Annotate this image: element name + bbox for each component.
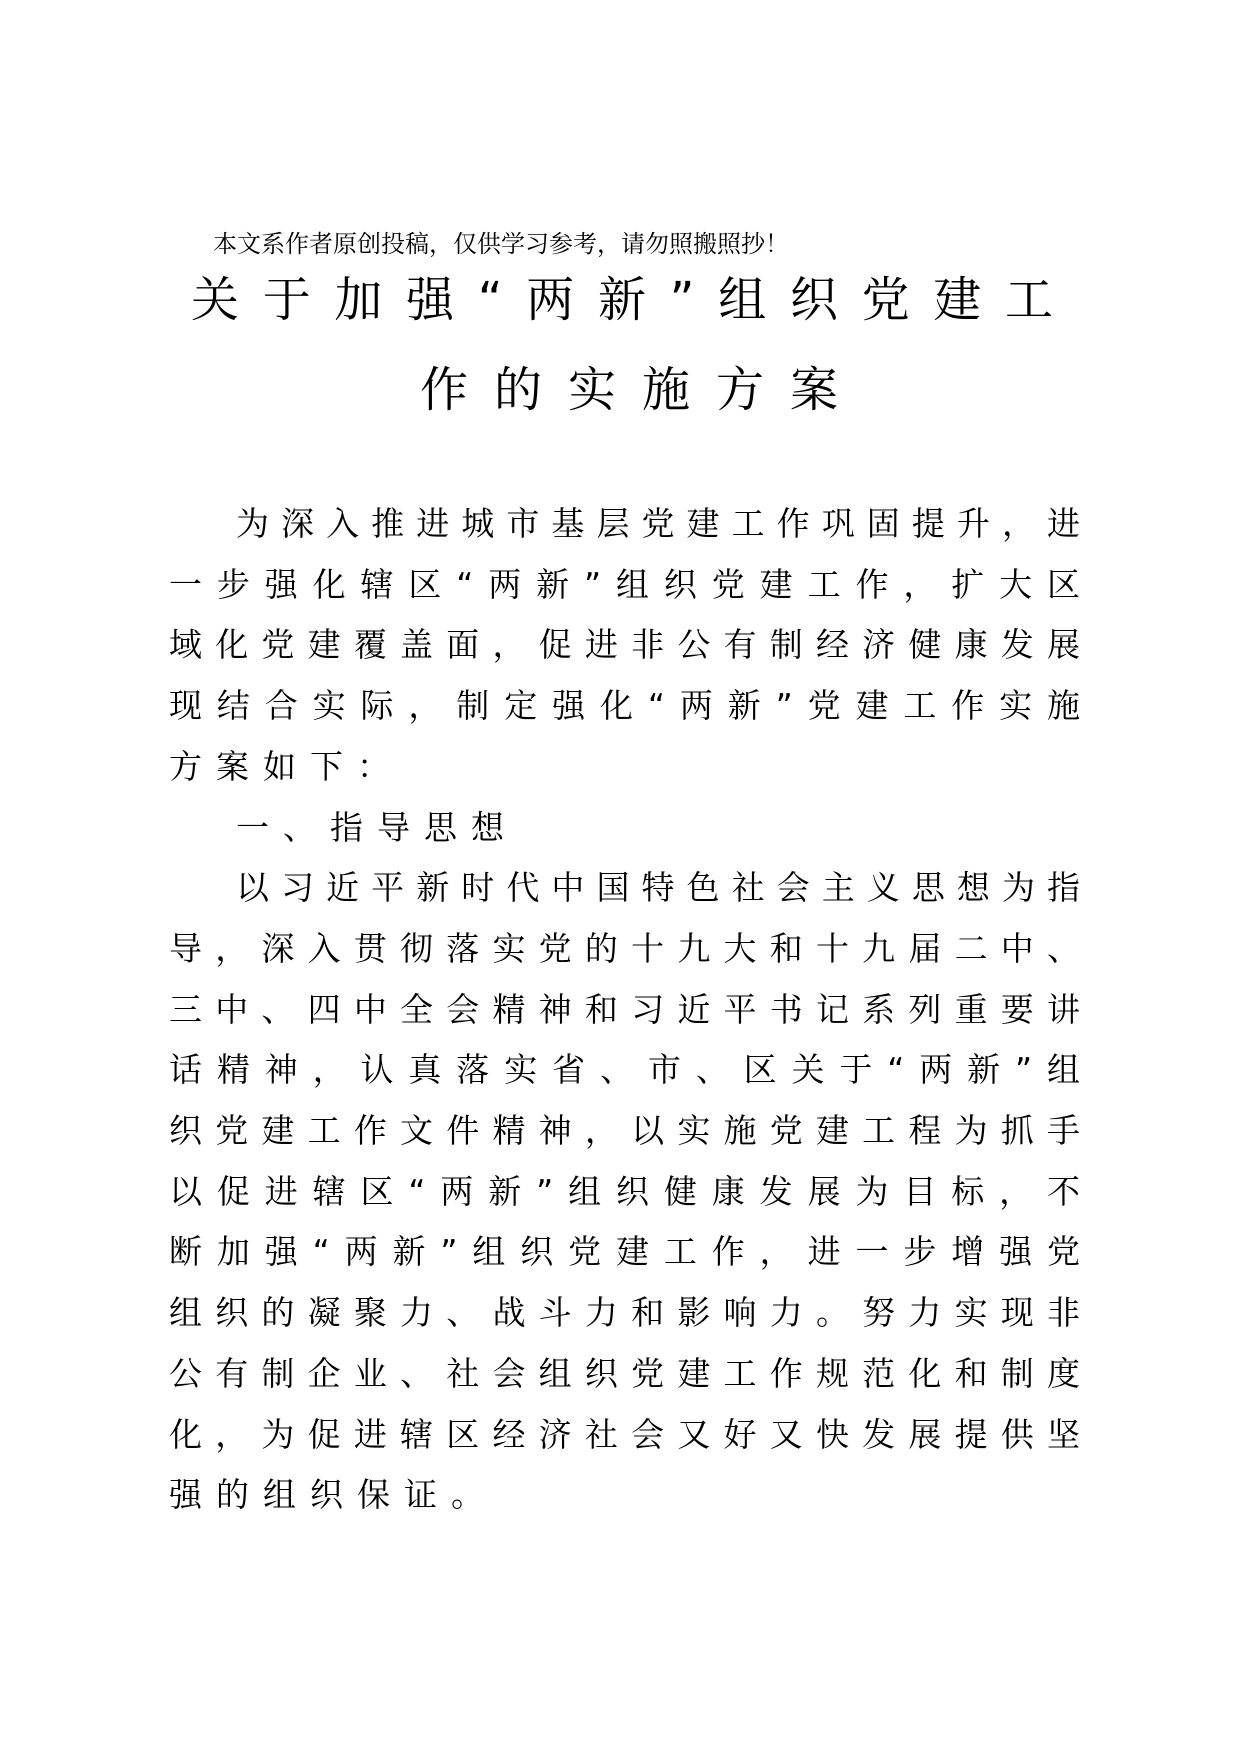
body-line: 一步强化辖区“两新”组织党建工作，扩大区 [169, 564, 1080, 604]
body-line: 域化党建覆盖面，促进非公有制经济健康发展 [169, 625, 1080, 665]
document-title-line-2: 作的实施方案 [420, 362, 865, 418]
body-line: 化，为促进辖区经济社会又好又快发展提供坚 [169, 1414, 1080, 1454]
body-line: 强的组织保证。 [169, 1475, 498, 1515]
body-line: 现结合实际，制定强化“两新”党建工作实施 [169, 686, 1080, 726]
document-title-line-1: 关于加强“两新”组织党建工 [191, 272, 1053, 328]
body-line: 方案如下： [169, 746, 404, 786]
body-line: 组织的凝聚力、战斗力和影响力。努力实现非 [169, 1293, 1080, 1333]
body-line: 以习近平新时代中国特色社会主义思想为指 [236, 868, 1080, 908]
body-line: 导，深入贯彻落实党的十九大和十九届二中、 [169, 928, 1080, 968]
body-line: 三中、四中全会精神和习近平书记系列重要讲 [169, 989, 1080, 1029]
section-heading: 一、指导思想 [236, 807, 518, 847]
body-line: 为深入推进城市基层党建工作巩固提升，进 [236, 504, 1080, 543]
copyright-note: 本文系作者原创投稿，仅供学习参考，请勿照搬照抄！ [213, 230, 789, 258]
body-line: 以促进辖区“两新”组织健康发展为目标，不 [169, 1171, 1080, 1211]
body-line: 话精神，认真落实省、市、区关于“两新”组 [169, 1050, 1080, 1090]
body-line: 断加强“两新”组织党建工作，进一步增强党 [169, 1232, 1080, 1272]
body-line: 公有制企业、社会组织党建工作规范化和制度 [169, 1353, 1080, 1393]
body-line: 织党建工作文件精神，以实施党建工程为抓手 [169, 1111, 1080, 1150]
